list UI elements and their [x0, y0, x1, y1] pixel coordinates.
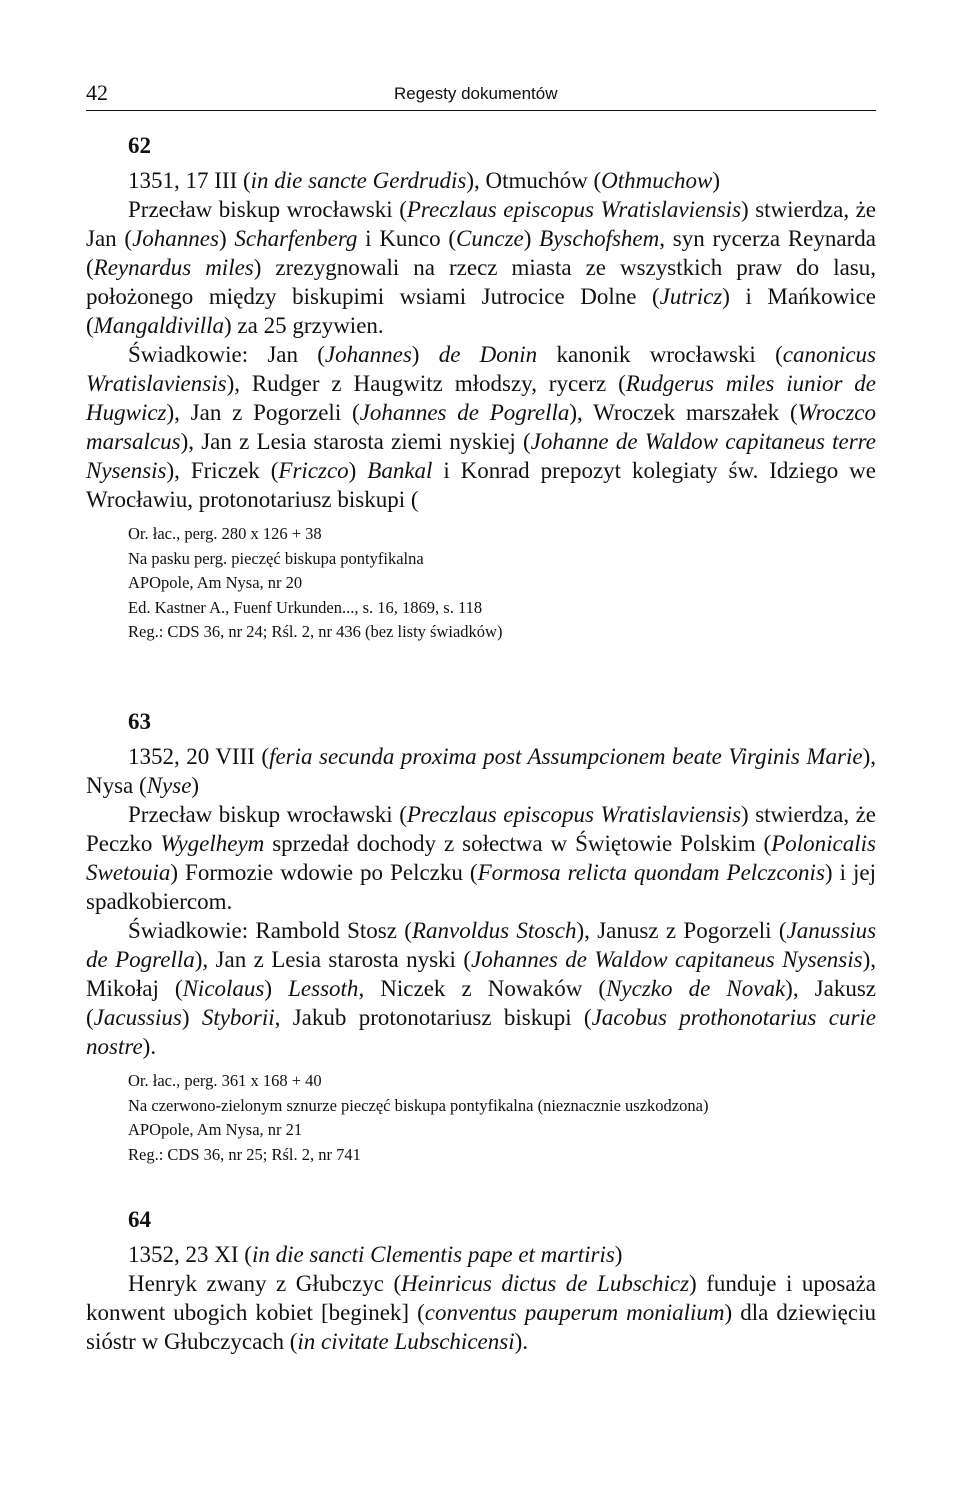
- note-line: Ed. Kastner A., Fuenf Urkunden..., s. 16, 1869, s. 118: [128, 597, 483, 617]
- text-run: ): [191, 773, 200, 798]
- entry-summary: [86, 1269, 876, 1356]
- text-run: kanonik wrocławski (: [537, 342, 783, 367]
- text-run: ), Friczek (: [166, 458, 279, 483]
- text-run: ): [523, 226, 540, 251]
- latin-text: Preczlaus episcopus Wratislaviensis: [406, 802, 742, 827]
- latin-text: Bankal: [367, 458, 433, 483]
- entry-number: 64: [128, 1207, 151, 1232]
- text-run: , Jakub protonotariusz biskupi (: [274, 1005, 592, 1030]
- note-line: Na czerwono-zielonym sznurze pieczęć biskupa pontyfikalna (nieznacznie uszkodzona): [128, 1095, 709, 1115]
- latin-text: Jacobus prothonotarius curie nostre: [86, 1005, 876, 1059]
- entry-date: [86, 166, 876, 195]
- text-run: ), Rudger z Haugwitz młodszy, rycerz (: [226, 371, 626, 396]
- note-line: Na pasku perg. pieczęć biskupa pontyfikalna: [128, 548, 424, 568]
- text-run: 1352, 20 VIII (: [128, 744, 270, 769]
- text-run: ), Jan z Lesia starosta nyski (: [194, 947, 471, 972]
- entry-witnesses: [86, 916, 876, 1061]
- latin-text: Jutricz: [659, 284, 723, 309]
- latin-text: in die sancti Clementis pape et martiris: [251, 1242, 615, 1267]
- text-run: ), Janusz z Pogorzeli (: [576, 918, 787, 943]
- latin-text: Reynardus miles: [93, 255, 254, 280]
- entry-summary: [86, 195, 876, 340]
- latin-text: Formosa relicta quondam Pelczconis: [477, 860, 825, 885]
- latin-text: Johanne de Waldow capitaneus terre Nysensis: [86, 429, 876, 483]
- latin-text: Polonicalis Swetouia: [86, 831, 876, 885]
- latin-text: canonicus Wratislaviensis: [86, 342, 876, 396]
- entry-62: [86, 132, 876, 645]
- latin-text: conventus pauperum monialium: [424, 1300, 725, 1325]
- note-line: Reg.: CDS 36, nr 25; Rśl. 2, nr 741: [128, 1144, 361, 1164]
- text-run: i Kunco (: [357, 226, 457, 251]
- latin-text: Ranvoldus Stosch: [411, 918, 577, 943]
- text-run: Świadkowie: Rambold Stosz (: [128, 918, 412, 943]
- text-run: ) i Mańkowice (: [86, 284, 876, 338]
- latin-text: Wroczco marsalcus: [86, 400, 876, 454]
- latin-text: Janussius de Pogrella: [86, 918, 877, 972]
- entry-summary: [86, 800, 876, 916]
- latin-text: Preczlaus episcopus Wratislaviensis: [406, 197, 742, 222]
- text-run: ): [614, 1242, 623, 1267]
- text-run: ) dla dziewięciu sióstr w Głubczycach (: [86, 1300, 876, 1354]
- text-run: ), Jan z Pogorzeli (: [166, 400, 360, 425]
- text-run: Przecław biskup wrocławski (: [128, 802, 407, 827]
- entry-date: [86, 742, 876, 800]
- latin-text: Johannes de Waldow capitaneus Nysensis: [470, 947, 863, 972]
- text-run: ) za 25 grzywien.: [224, 313, 384, 338]
- note-line: APOpole, Am Nysa, nr 21: [128, 1120, 303, 1139]
- text-run: ): [218, 226, 235, 251]
- latin-text: Lessoth: [288, 976, 359, 1001]
- latin-text: feria secunda proxima post Assumpcionem beate Virginis Marie: [269, 744, 863, 769]
- text-run: ), Wroczek marszałek (: [569, 400, 798, 425]
- entry-witnesses: [86, 340, 876, 514]
- latin-text: Johannes: [132, 226, 219, 251]
- entry-date: [86, 1240, 876, 1269]
- latin-text: Othmuchow: [601, 168, 713, 193]
- text-run: ) Formozie wdowie po Pelczku (: [170, 860, 478, 885]
- entry-number: 63: [128, 709, 151, 734]
- text-run: ): [411, 342, 439, 367]
- text-run: ), Jakusz (: [86, 976, 876, 1030]
- latin-text: Nyczko de Novak: [606, 976, 786, 1001]
- latin-text: Mangaldivilla: [93, 313, 224, 338]
- latin-text: de Donin: [438, 342, 538, 367]
- text-run: ).: [142, 1034, 157, 1059]
- text-run: ): [712, 168, 720, 193]
- text-run: ) zrezygnowali na rzecz miasta ze wszystkich praw do lasu, położonego między biskupimi wsiami Jutrocice Dolne (: [86, 255, 876, 309]
- latin-text: Nicolaus: [182, 976, 265, 1001]
- text-run: ) stwierdza, że Peczko: [86, 802, 876, 856]
- latin-text: Wygelheym: [160, 831, 265, 856]
- note-line: Or. łac., perg. 280 x 126 + 38: [128, 524, 322, 543]
- text-run: Świadkowie: Jan (: [128, 342, 325, 367]
- text-run: 1351, 17 III (: [128, 168, 251, 193]
- running-title: Regesty dokumentów: [394, 84, 558, 103]
- latin-text: Johannes de Pogrella: [359, 400, 570, 425]
- text-run: ): [181, 1005, 202, 1030]
- latin-text: Johannes: [324, 342, 412, 367]
- entry-notes: [128, 1069, 876, 1167]
- entry-notes: [128, 522, 876, 645]
- text-run: ), Mikołaj (: [86, 947, 877, 1001]
- header-rule: [86, 110, 876, 111]
- text-run: ) i jej spadkobiercom.: [86, 860, 877, 914]
- text-run: , Niczek z Nowaków (: [358, 976, 607, 1001]
- text-run: Przecław biskup wrocławski (: [128, 197, 407, 222]
- text-run: , syn rycerza Reynarda (: [86, 226, 876, 280]
- latin-text: Jacussius: [93, 1005, 182, 1030]
- latin-text: Rudgerus miles iunior de Hugwicz: [86, 371, 876, 425]
- text-run: ) funduje i uposaża konwent ubogich kobiet [beginek] (: [86, 1271, 877, 1325]
- note-line: APOpole, Am Nysa, nr 20: [128, 573, 303, 592]
- page-number: 42: [86, 80, 108, 105]
- latin-text: Heinricus dictus de Lubschicz: [401, 1271, 690, 1296]
- latin-text: Friczco: [278, 458, 349, 483]
- latin-text: Byschofshem: [539, 226, 660, 251]
- text-run: ), Otmuchów (: [466, 168, 602, 193]
- latin-text: in die sancte Gerdrudis: [250, 168, 467, 193]
- entry-64: [86, 1206, 876, 1356]
- text-run: 1352, 23 XI (: [128, 1242, 252, 1267]
- text-run: ) stwierdza, że Jan (: [86, 197, 876, 251]
- latin-text: in civitate Lubschicensi: [297, 1329, 515, 1354]
- note-line: Reg.: CDS 36, nr 24; Rśl. 2, nr 436 (bez listy świadków): [128, 622, 503, 641]
- text-run: sprzedał dochody z sołectwa w Świętowie Polskim (: [264, 831, 772, 856]
- entry-63: [86, 708, 876, 1167]
- latin-text: Nyse: [146, 773, 192, 798]
- text-run: ): [264, 976, 289, 1001]
- text-run: ).: [514, 1329, 529, 1354]
- text-run: ): [348, 458, 368, 483]
- entry-number: 62: [128, 133, 151, 158]
- text-run: ), Jan z Lesia starosta ziemi nyskiej (: [180, 429, 531, 454]
- latin-text: Scharfenberg: [234, 226, 358, 251]
- text-run: i Konrad prepozyt kolegiaty św. Idziego we Wrocławiu, protonotariusz biskupi (: [86, 458, 876, 512]
- latin-text: Styborii: [201, 1005, 275, 1030]
- text-run: ), Nysa (: [86, 744, 876, 798]
- text-run: Henryk zwany z Głubczyc (: [128, 1271, 402, 1296]
- note-line: Or. łac., perg. 361 x 168 + 40: [128, 1071, 322, 1090]
- latin-text: Cuncze: [456, 226, 524, 251]
